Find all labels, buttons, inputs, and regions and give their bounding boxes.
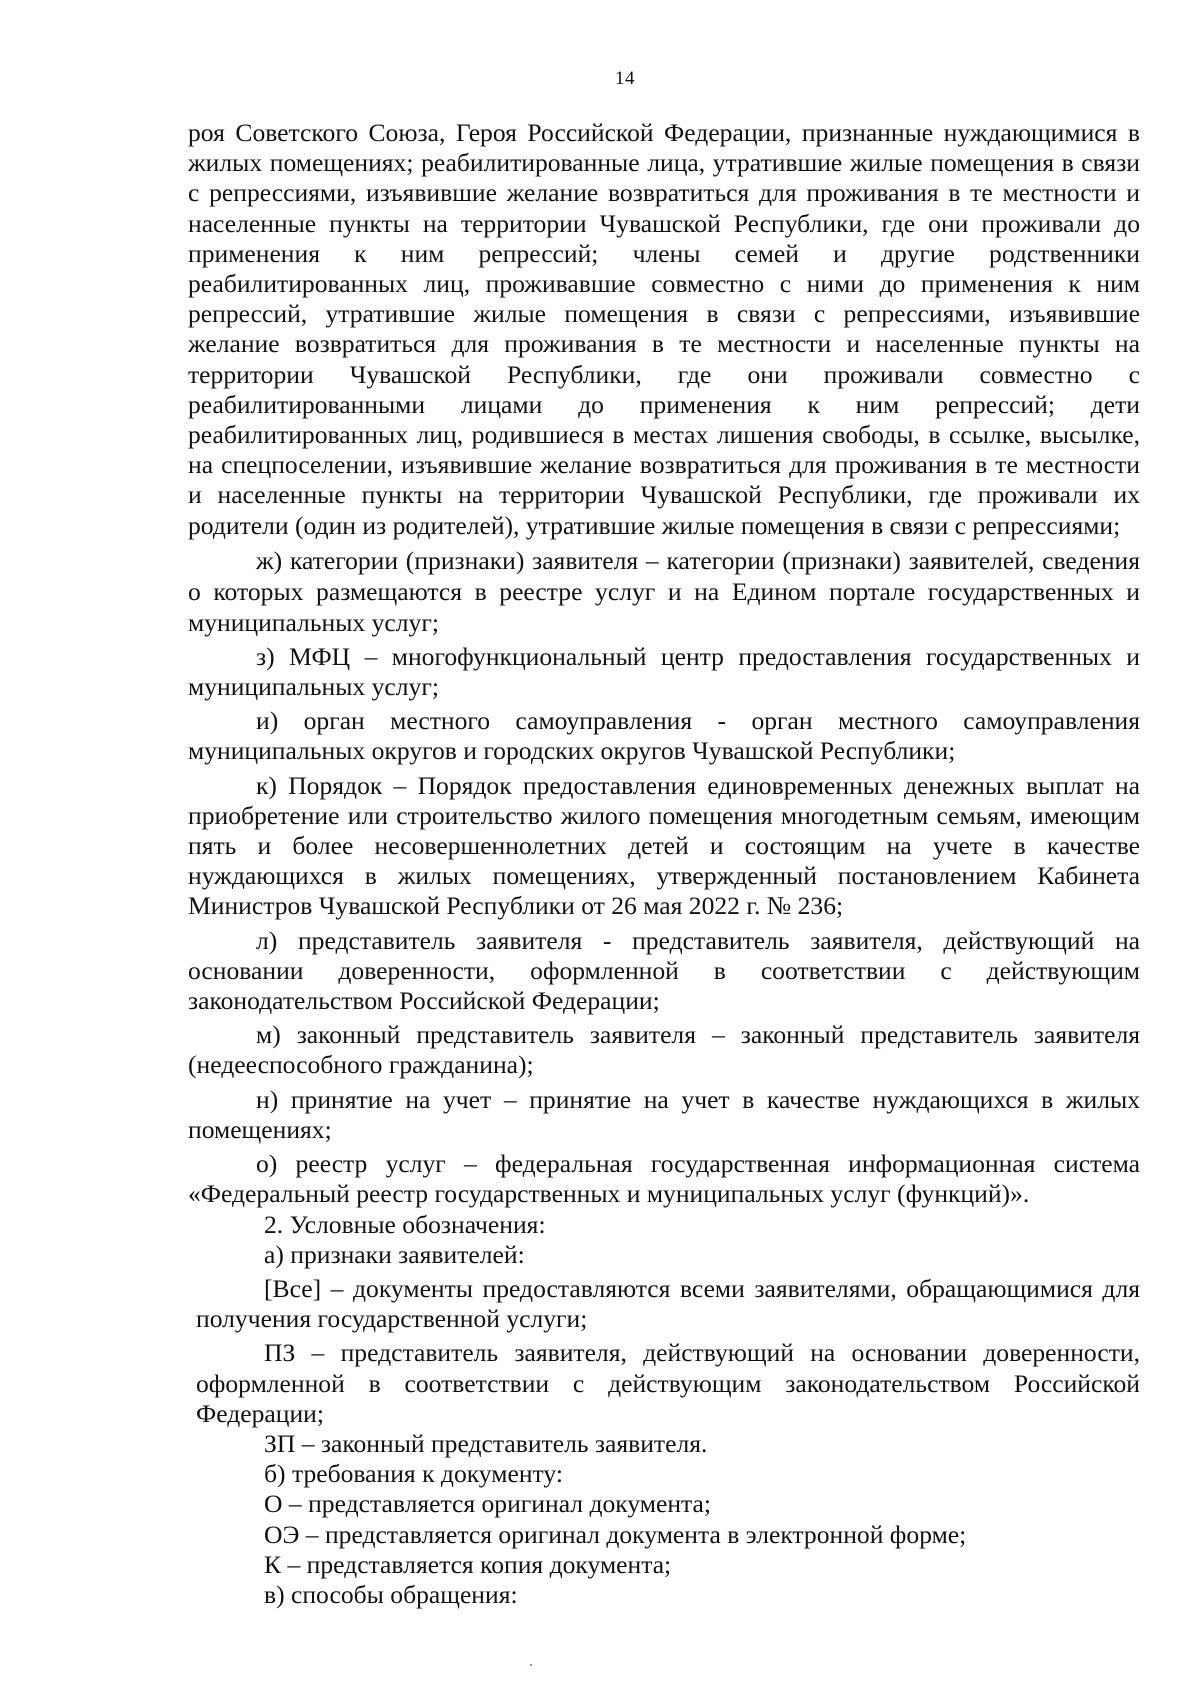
paragraph-k: к) Порядок – Порядок предоставления единовременных денежных выплат на приобретение или строительство жилого помещения многодетным семьям, имеющим пять и более несовершеннолетних детей и состоящим на учете в качестве нуждающихся в жилых помещениях, утвержденный постановлением Кабинета Министров Чувашской Республики от 26 мая 2022 г. № 236; — [188, 770, 1140, 921]
scan-speck — [530, 1664, 532, 1666]
page-number: 14 — [615, 68, 635, 89]
subsection-v-heading: в) способы обращения: — [264, 1579, 518, 1609]
legend-o: О – представляется оригинал документа; — [264, 1489, 712, 1519]
paragraph-z: з) МФЦ – многофункциональный центр предоставления государственных и муниципальных услуг; — [188, 641, 1140, 702]
legend-pz: ПЗ – представитель заявителя, действующий на основании доверенности, оформленной в соответствии с действующим законодательством Российской Федерации; — [196, 1338, 1140, 1428]
legend-zp: ЗП – законный представитель заявителя. — [264, 1428, 708, 1458]
paragraph-i: и) орган местного самоуправления - орган местного самоуправления муниципальных округов и городских округов Чувашской Республики; — [188, 706, 1140, 766]
legend-k: К – представляется копия документа; — [264, 1549, 672, 1579]
paragraph-m: м) законный представитель заявителя – законный представитель заявителя (недееспособного гражданина); — [188, 1020, 1140, 1080]
legend-all: [Все] – документы предоставляются всеми заявителями, обращающимися для получения государственной услуги; — [196, 1273, 1140, 1334]
subsection-a-heading: а) признаки заявителей: — [264, 1239, 525, 1269]
paragraph-continuation: роя Советского Союза, Героя Российской Федерации, признанные нуждающимися в жилых помещениях; реабилитированные лица, утратившие жилые помещения в связи с репрессиями, изъявившие желание возвратиться для проживания в те местности и населенные пункты на территории Чувашской Республики, где они проживали до применения к ним репрессий; члены семей и другие родственники реабилитированных лиц, проживавшие совместно с ними до применения к ним репрессий, утратившие жилые помещения в связи с репрессиями, изъявившие желание возвратиться для проживания в те местности и населенные пункты на территории Чувашской Республики, где они проживали совместно с реабилитированными лицами до применения к ним репрессий; дети реабилитированных лиц, родившиеся в местах лишения свободы, в ссылке, высылке, на спецпоселении, изъявившие желание возвратиться для проживания в те местности и населенные пункты на территории Чувашской Республики, где проживали их родители (один из родителей), утратившие жилые помещения в связи с репрессиями; — [188, 118, 1140, 540]
document-body — [188, 118, 1140, 1610]
paragraph-l: л) представитель заявителя - представитель заявителя, действующий на основании доверенности, оформленной в соответствии с действующим законодательством Российской Федерации; — [188, 925, 1140, 1016]
legend-oe: ОЭ – представляется оригинал документа в электронной форме; — [264, 1519, 967, 1549]
section-2-heading: 2. Условные обозначения: — [264, 1209, 546, 1239]
paragraph-n: н) принятие на учет – принятие на учет в качестве нуждающихся в жилых помещениях; — [188, 1084, 1140, 1144]
paragraph-o: о) реестр услуг – федеральная государственная информационная система «Федеральный реестр государственных и муниципальных услуг (функций)». — [188, 1149, 1140, 1209]
subsection-b-heading: б) требования к документу: — [264, 1459, 563, 1489]
paragraph-zh: ж) категории (признаки) заявителя – категории (признаки) заявителей, сведения о которых размещаются в реестре услуг и на Едином портале государственных и муниципальных услуг; — [188, 545, 1140, 637]
